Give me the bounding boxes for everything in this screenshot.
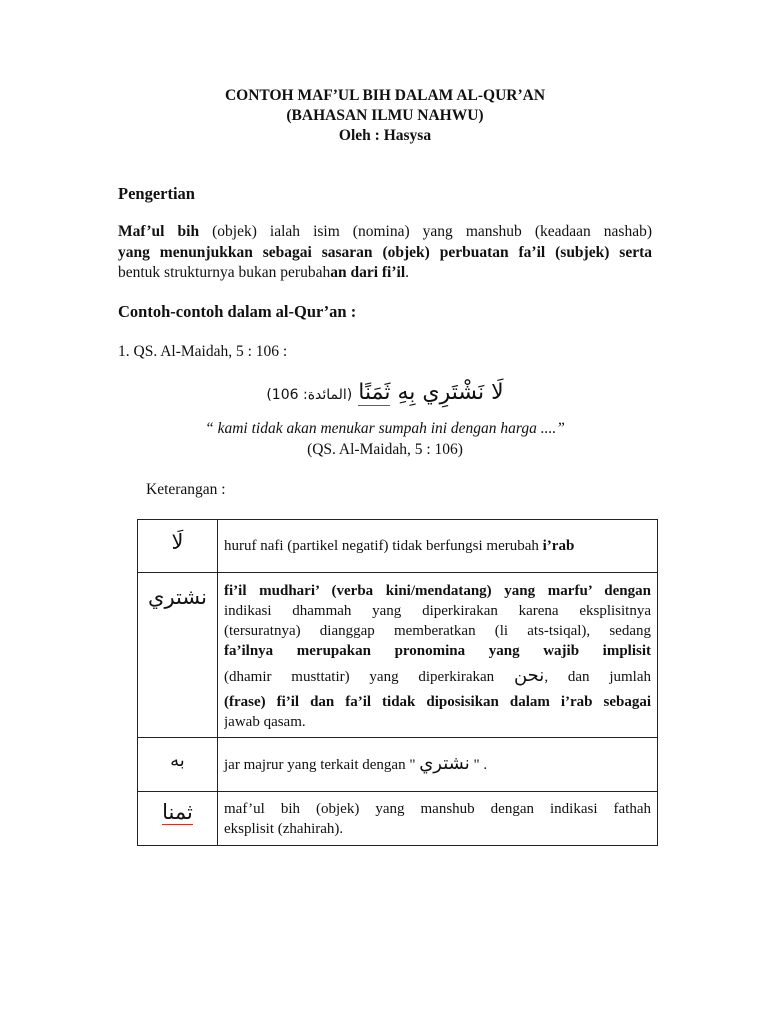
table-word: ثمنا xyxy=(138,792,218,846)
list-item-1: 1. QS. Al-Maidah, 5 : 106 : xyxy=(118,343,288,360)
table-explanation: huruf nafi (partikel negatif) tidak berfungsi merubah i’rab xyxy=(218,520,658,573)
verse-citation: (QS. Al-Maidah, 5 : 106) xyxy=(307,441,463,458)
title-author: Oleh : Hasysa xyxy=(338,127,432,144)
table-explanation: maf’ul bih (objek) yang manshub dengan indikasi fathah eksplisit (zhahirah). xyxy=(218,792,658,846)
heading-pengertian: Pengertian xyxy=(118,184,195,203)
document-title xyxy=(118,86,652,146)
table-row xyxy=(138,738,658,792)
verse-translation: “ kami tidak akan menukar sumpah ini dengan harga ....” xyxy=(205,420,565,437)
verse-reference: (المائدة: 106) xyxy=(266,387,353,403)
table-row xyxy=(138,792,658,846)
table-row xyxy=(138,520,658,573)
quran-verse xyxy=(118,380,652,405)
term-mafulbih: Maf’ul bih xyxy=(118,223,200,240)
table-explanation: jar majrur yang terkait dengan " نشتري " . xyxy=(218,738,658,792)
verse-object-word: ثَمَنًا xyxy=(358,380,391,405)
table-word: نشتري xyxy=(138,573,218,738)
analysis-table xyxy=(137,519,658,846)
table-row xyxy=(138,573,658,738)
heading-contoh: Contoh-contoh dalam al-Qur’an : xyxy=(118,302,357,321)
definition-paragraph: Maf’ul bih (objek) ialah isim (nomina) yang manshub (keadaan nashab) yang menunjukkan sebagai sasaran (objek) perbuatan fa’il (subjek) serta bentuk strukturnya bukan perubahan dari fi’il. xyxy=(118,223,652,281)
table-word: به xyxy=(138,738,218,792)
title-line-2: (BAHASAN ILMU NAHWU) xyxy=(286,107,484,124)
table-word: لَا xyxy=(138,520,218,573)
verse-arabic: لَا نَشْتَرِي بِهِ ثَمَنًا xyxy=(358,380,504,405)
title-line-1: CONTOH MAF’UL BIH DALAM AL-QUR’AN xyxy=(224,87,546,104)
keterangan-label: Keterangan : xyxy=(146,481,226,498)
table-explanation: fi’il mudhari’ (verba kini/mendatang) yang marfu’ dengan indikasi dhammah yang diperkirakan karena eksplisitnya (tersuratnya) dianggap memberatkan (li ats-tsiqal), sedang fa’ilnya merupakan pronomina yang wajib implisit (dhamir musttatir) yang diperkirakan نحن, dan jumlah (frase) fi’il dan fa’il tidak diposisikan dalam i’rab sebagai jawab qasam. xyxy=(218,573,658,738)
